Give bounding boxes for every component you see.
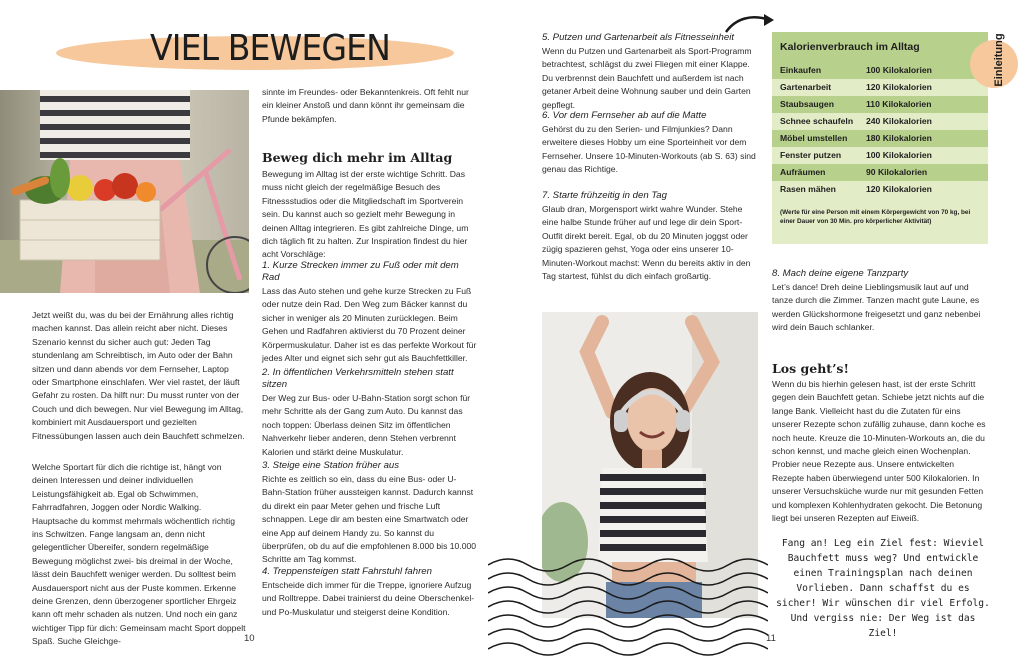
calorie-row xyxy=(772,130,988,147)
activity-cell: Fenster putzen xyxy=(772,147,858,164)
activity-cell: Staubsaugen xyxy=(772,96,858,113)
tip-8 xyxy=(772,268,990,335)
tip-2 xyxy=(262,367,478,459)
tip-title: 6. Vor dem Fernseher ab auf die Matte xyxy=(542,110,707,121)
activity-cell: Gartenarbeit xyxy=(772,79,858,96)
calorie-table xyxy=(772,62,988,198)
tip-text: Gehörst du zu den Serien- und Filmjunkies? Dann erweitere dieses Hobby um eine Sporteinheit vor dem Fernseher. Unsere 10-Minuten-Workouts (ab S. 63) sind genau das Richtige. xyxy=(542,124,756,175)
kcal-cell: 240 Kilokalorien xyxy=(858,113,988,130)
calorie-row xyxy=(772,164,988,181)
intro-paragraph: Jetzt weißt du, was du bei der Ernährung alles richtig machen kannst. Das allein reicht aber nicht. Dieses Szenario kennst du sicher auch gut: Jeden Tag stundenlang am Schreibtisch, im Auto oder der Bahn sitzen und dann abends vor dem Fernseher, Laptop oder Smartphone einschlafen. Wer viel rastet, der läuft Gefahr zu rosten. Da hilft nur: Du musst runter von der Couch und dich bewegen. Nur viel Bewegung im Alltag, kombiniert mit Ausdauersport und gezielten Fitnessübungen lassen auch dein Bauchfett schmelzen. xyxy=(32,310,245,441)
alltag-lead: Bewegung im Alltag ist der erste wichtige Schritt. Das muss nicht gleich der regelmäßige Besuch des Fitnessstudios oder die Mitgliedschaft im Sportverein sein. Du kannst auch so gezielt mehr Bewegung in deinen Alltag integrieren. Es gibt zahlreiche Dinge, um dich täglich fit zu halten. Zur Inspiration findest du hier acht Vorschläge: xyxy=(262,169,469,260)
los-gehts-paragraph: Wenn du bis hierhin gelesen hast, ist der erste Schritt gegen dein Bauchfett getan. Schiebe jetzt nichts auf die lange Bank. Vielleicht hast du die Zutaten für eins unserer Rezepte schon zufällig zuhause, dann koche es noch heute. Kreuze die 10-Minuten-Workouts an, die du schon kennst, und mache gleich einen Wochenplan. Probier neue Rezepte aus. Unsere entwickelten Rezepte haben überwiegend unter 500 Kilokalorien. In unserer Versuchsküche wurde nur mit gesunden Fetten und komplexen Kohlenhydraten gekocht. Die Betonung liegt bei unseren Rezepten auf Eiweiß. xyxy=(772,379,986,524)
tip-7 xyxy=(542,190,760,283)
wavy-lines-decoration xyxy=(488,525,768,657)
activity-cell: Rasen mähen xyxy=(772,181,858,198)
tip-title: 8. Mach deine eigene Tanzparty xyxy=(772,268,909,279)
motivation-quote: Fang an! Leg ein Ziel fest: Wieviel Bauchfett muss weg? Und entwickle einen Trainingsplan nach deinen Vorlieben. Dann schaffst du es sicher! Wir wünschen dir viel Erfolg. Und vergiss nie: Der Weg ist das Ziel! xyxy=(776,538,990,639)
kcal-cell: 180 Kilokalorien xyxy=(858,130,988,147)
calorie-row xyxy=(772,181,988,198)
kcal-cell: 120 Kilokalorien xyxy=(858,181,988,198)
calorie-box-title: Kalorienverbrauch im Alltag xyxy=(772,32,988,62)
tip-title: 4. Treppensteigen statt Fahrstuhl fahren xyxy=(262,566,432,577)
tip-title: 1. Kurze Strecken immer zu Fuß oder mit dem Rad xyxy=(262,260,459,283)
tip-text: Lass das Auto stehen und gehe kurze Strecken zu Fuß oder nutze dein Rad. Den Weg zum Bäcker kannst du sicher in weniger als 20 Minuten zurücklegen. Beim Gehen und Radfahren aktivierst du 70 Prozent deiner Körpermuskulatur. Daher ist es das perfekte Workout für jedes Alter und eignet sich sehr gut als Bauchfettkiller. xyxy=(262,286,477,364)
sport-paragraph: Welche Sportart für dich die richtige ist, hängt von deinen Interessen und deiner individuellen Leistungsfähigkeit ab. Egal ob Schwimmen, Fahrradfahren, Joggen oder Nordic Walking. Hauptsache du kommst mehrmals wöchentlich richtig ins Schwitzen. Fange langsam an, denn nicht gelegentlicher Übereifer, sondern regelmäßige Bewegung möglichst zwei- bis dreimal in der Woche, lässt dein Bauchfett weniger werden. Du solltest beim Ausdauersport nicht aus der Puste kommen. Erkenne deine Grenzen, denn überzogener sportlicher Ehrgeiz kann oft mehr schaden als nutzen. Und noch ein ganz wichtiger Tipp für dich: Gemeinsam macht Sport doppelt Spaß. Suche Gleichge- xyxy=(32,462,246,647)
section-heading-alltag: Beweg dich mehr im Alltag xyxy=(262,150,453,165)
tip-title: 7. Starte frühzeitig in den Tag xyxy=(542,190,667,201)
activity-cell: Schnee schaufeln xyxy=(772,113,858,130)
calorie-row xyxy=(772,96,988,113)
calorie-note: (Werte für eine Person mit einem Körpergewicht von 70 kg, bei einer Dauer von 30 Min. pro körperlicher Aktivität) xyxy=(780,209,971,225)
tip-title: 5. Putzen und Gartenarbeit als Fitnesseinheit xyxy=(542,32,734,43)
activity-cell: Aufräumen xyxy=(772,164,858,181)
tip-4 xyxy=(262,566,478,619)
calorie-box xyxy=(772,32,988,244)
calorie-row xyxy=(772,147,988,164)
calorie-row xyxy=(772,79,988,96)
tip-3 xyxy=(262,460,478,567)
calorie-row xyxy=(772,113,988,130)
kcal-cell: 100 Kilokalorien xyxy=(858,147,988,164)
tip-title: 3. Steige eine Station früher aus xyxy=(262,460,400,471)
section-heading-los-gehts: Los geht’s! xyxy=(772,361,849,376)
page-title: VIEL BEWEGEN xyxy=(150,28,390,69)
tip-1 xyxy=(262,260,478,365)
tip-text: Richte es zeitlich so ein, dass du eine Bus- oder U-Bahn-Station früher aussteigen kannst. Dadurch kannst du direkt ein paar Meter gehen und frische Luft schnappen. Lege dir am besten eine Smartwatch oder eine App auf deinem Handy zu. So kannst du überprüfen, ob du auf die empfohlenen 8.000 bis 10.000 Schritte am Tag kommst. xyxy=(262,474,477,565)
calorie-row xyxy=(772,62,988,79)
side-tab-label: Einleitung xyxy=(993,33,1005,87)
tip-text: Glaub dran, Morgensport wirkt wahre Wunder. Stehe eine halbe Stunde früher auf und lege dir dein Sport-Outfit direkt bereit. Egal, ob du 20 Minuten joggst oder zügig spazieren gehst, Yoga oder eins unserer 10-Minuten-Workout machst: Wenn du bereits aktiv in den Tag startest, fühlst du dich einfach großartig. xyxy=(542,204,751,282)
kcal-cell: 110 Kilokalorien xyxy=(858,96,988,113)
tip-text: Entscheide dich immer für die Treppe, ignoriere Aufzug und Rolltreppe. Dabei trainierst du deine Oberschenkel- und Po-Muskulatur und steigerst deine Kondition. xyxy=(262,580,475,617)
tip-6 xyxy=(542,110,760,177)
activity-cell: Möbel umstellen xyxy=(772,130,858,147)
bicycle-vegetables-photo xyxy=(0,90,249,293)
tip-text: Der Weg zur Bus- oder U-Bahn-Station sorgt schon für mehr Schritte als der Gang zum Auto. Du kannst das noch toppen: Überlass deinen Sitz im öffentlichen Nahverkehr lieber anderen, denn Stehen verbrennt Kalorien und stärkt deine Muskulatur. xyxy=(262,393,471,457)
continued-paragraph: sinnte im Freundes- oder Bekanntenkreis. Oft fehlt nur ein kleiner Anstoß und dann könnt ihr gemeinsam die Pfunde bekämpfen. xyxy=(262,87,469,124)
tip-5 xyxy=(542,32,760,112)
kcal-cell: 100 Kilokalorien xyxy=(858,62,988,79)
kcal-cell: 120 Kilokalorien xyxy=(858,79,988,96)
tip-text: Let’s dance! Dreh deine Lieblingsmusik laut auf und tanze durch die Zimmer. Tanzen macht gute Laune, es werden Glückshormone freigesetzt und ganz nebenbei wird dein Bauch schlanker. xyxy=(772,282,981,333)
activity-cell: Einkaufen xyxy=(772,62,858,79)
page-number-right: 11 xyxy=(766,633,776,644)
kcal-cell: 90 Kilokalorien xyxy=(858,164,988,181)
tip-text: Wenn du Putzen und Gartenarbeit als Sport-Programm betrachtest, schlägst du zwei Fliegen mit einer Klappe. Du verbrennst dein Bauchfett und außerdem ist nach getaner Arbeit deine Wohnung sauber und dein Garten gepflegt. xyxy=(542,46,752,110)
page-number-left: 10 xyxy=(244,633,255,644)
tip-title: 2. In öffentlichen Verkehrsmitteln stehen statt sitzen xyxy=(262,367,454,390)
